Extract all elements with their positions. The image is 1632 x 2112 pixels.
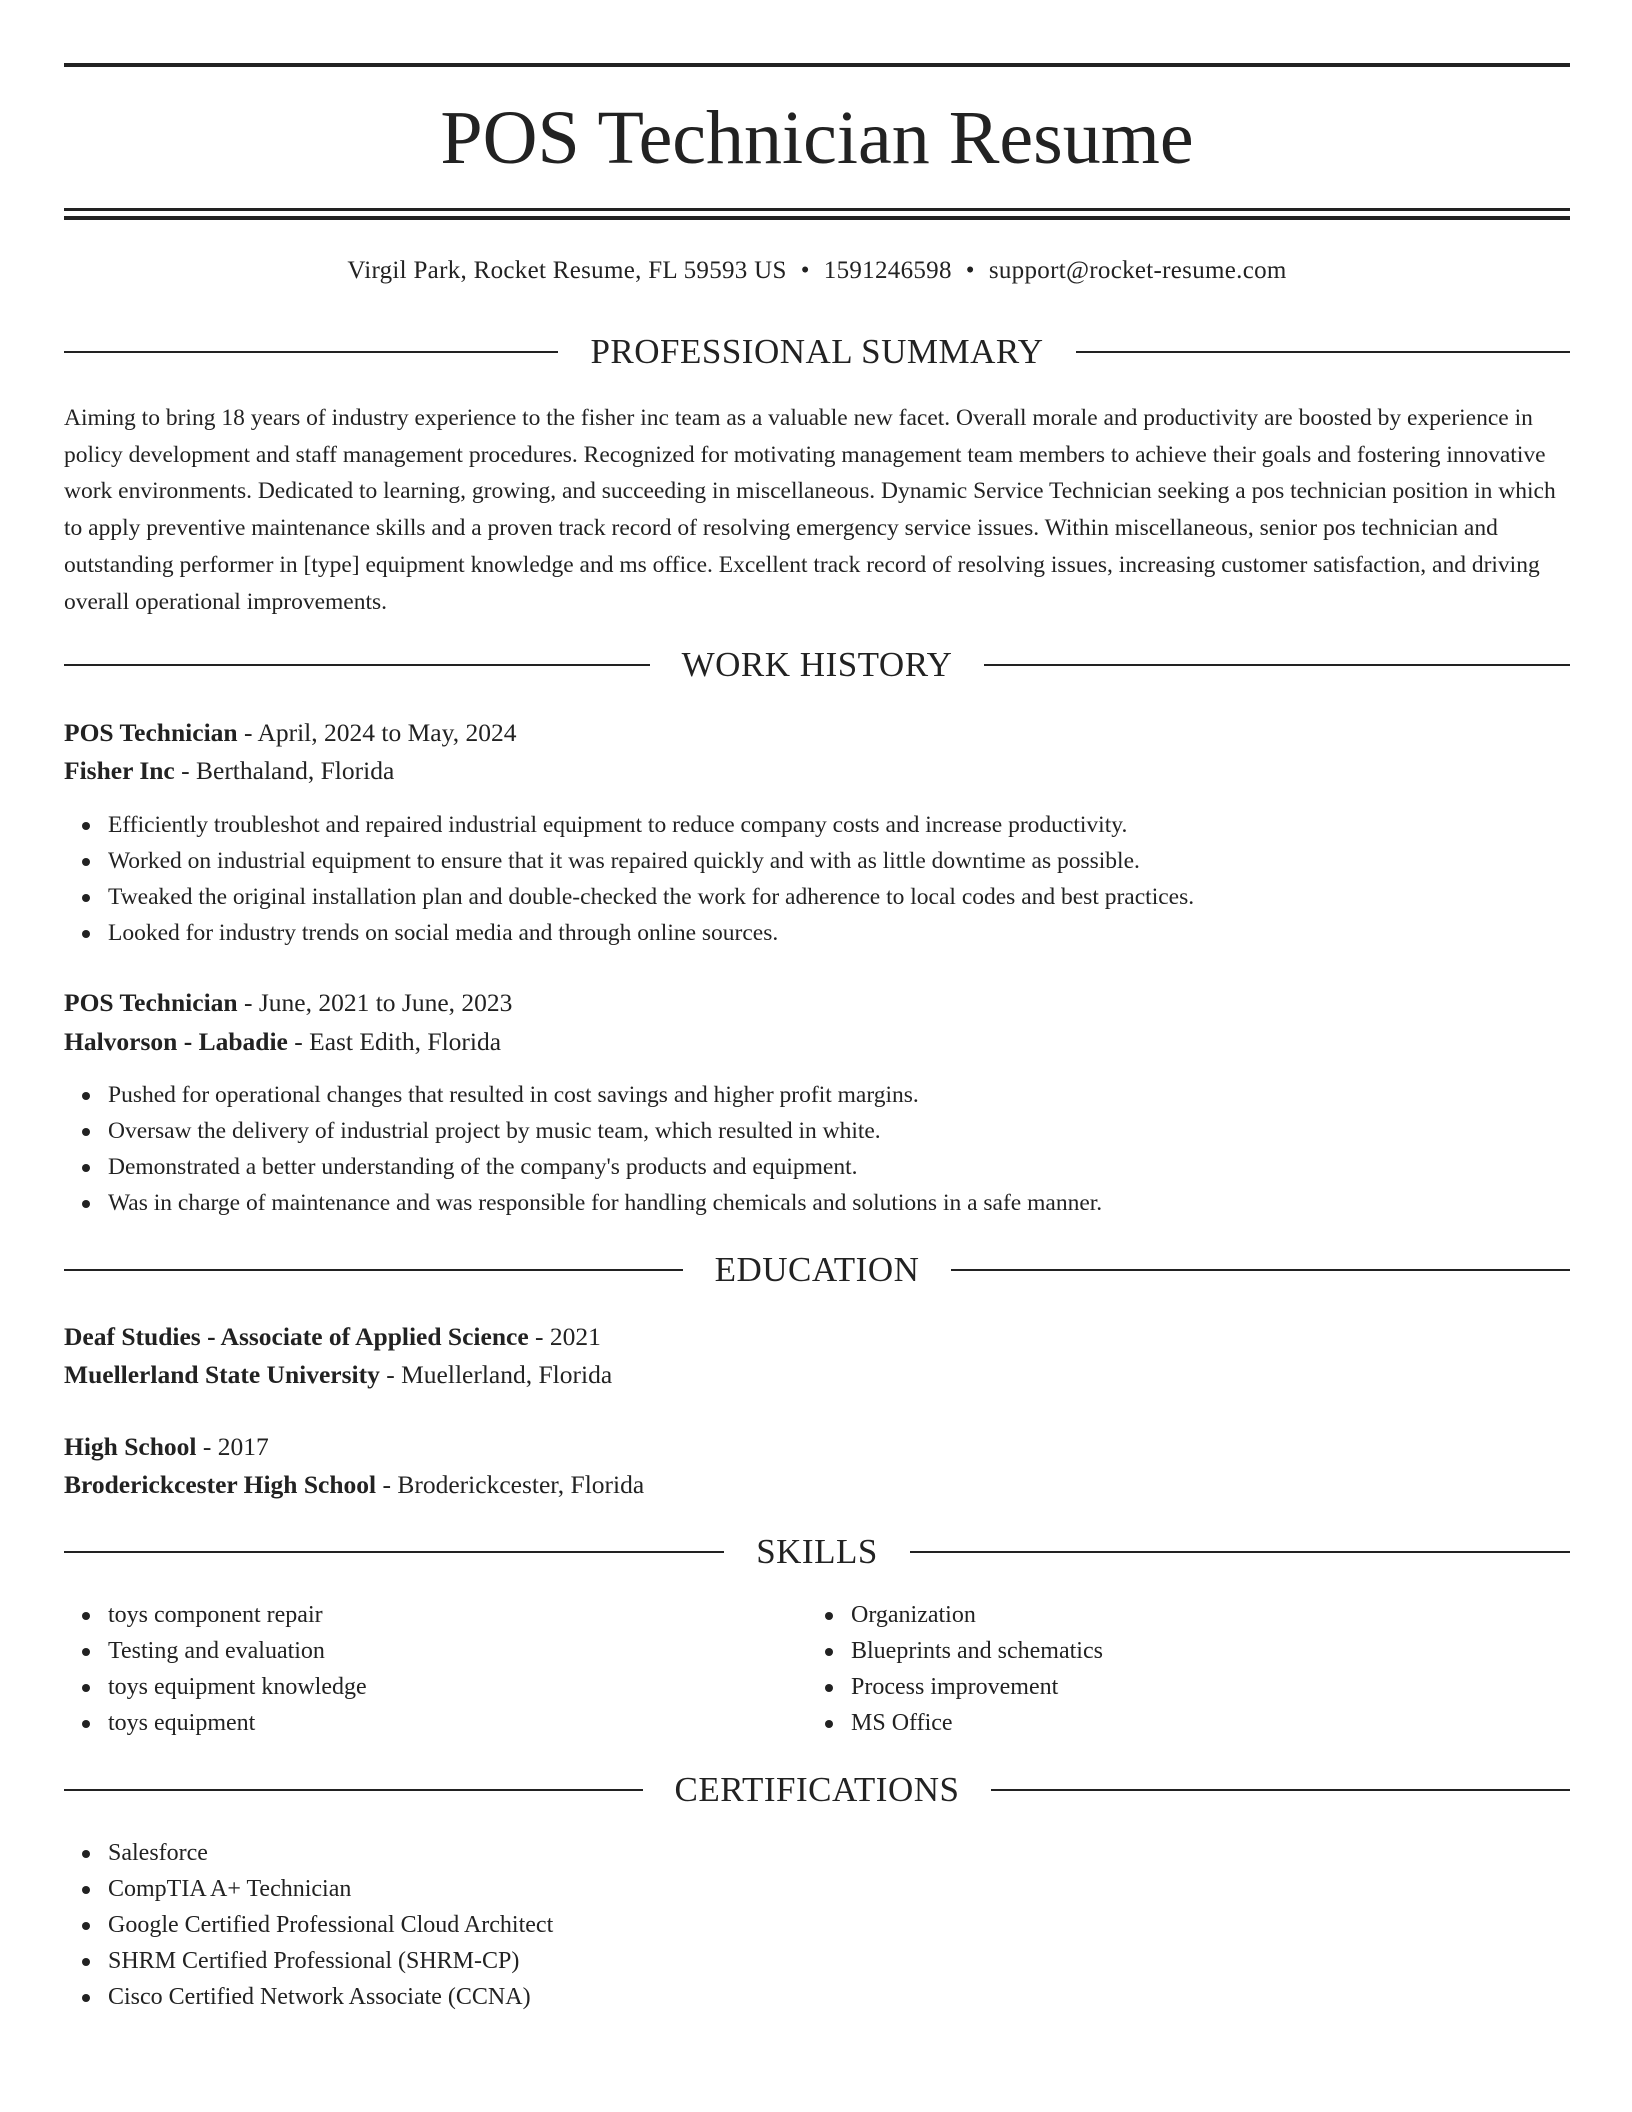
education-school-line — [64, 1466, 1570, 1504]
contact-separator: • — [800, 257, 810, 284]
certifications-list — [64, 1835, 1568, 2015]
list-item: Pushed for operational changes that resulted in cost savings and higher profit margins. — [108, 1077, 1568, 1113]
job-company: Halvorson - Labadie — [64, 1027, 288, 1056]
job-company: Fisher Inc — [64, 756, 175, 785]
job-dates: - June, 2021 to June, 2023 — [237, 988, 513, 1017]
list-item: toys component repair — [108, 1597, 808, 1633]
skills-list-right — [807, 1597, 1551, 1741]
section-rule-right — [991, 1789, 1570, 1791]
section-title: WORK HISTORY — [681, 645, 953, 684]
section-rule-left — [64, 1789, 643, 1791]
education-year: - 2021 — [528, 1322, 601, 1351]
list-item: Salesforce — [108, 1835, 1568, 1871]
list-item: Process improvement — [851, 1669, 1551, 1705]
list-item: toys equipment — [108, 1705, 808, 1741]
job-location: - East Edith, Florida — [287, 1027, 502, 1056]
job-bullets — [64, 807, 1568, 951]
header-double-rule-upper — [64, 208, 1570, 211]
job-company-line — [64, 752, 1570, 790]
list-item: Worked on industrial equipment to ensure that it was repaired quickly and with as little downtime as possible. — [108, 843, 1568, 879]
job-title: POS Technician — [64, 988, 238, 1017]
section-heading-certifications — [64, 1768, 1570, 1812]
section-rule-left — [64, 1551, 724, 1553]
list-item: Blueprints and schematics — [851, 1633, 1551, 1669]
section-heading-education — [64, 1248, 1570, 1292]
section-rule-right — [984, 664, 1570, 666]
list-item: Efficiently troubleshot and repaired industrial equipment to reduce company costs and increase productivity. — [108, 807, 1568, 843]
education-school: Muellerland State University — [64, 1360, 380, 1389]
list-item: CompTIA A+ Technician — [108, 1871, 1568, 1907]
education-location: - Broderickcester, Florida — [376, 1470, 645, 1499]
list-item: Google Certified Professional Cloud Architect — [108, 1907, 1568, 1943]
section-title: EDUCATION — [714, 1250, 920, 1289]
education-degree-line — [64, 1428, 1570, 1466]
job-title-line — [64, 984, 1570, 1022]
list-item: Tweaked the original installation plan and double-checked the work for adherence to local codes and best practices. — [108, 879, 1568, 915]
list-item: Was in charge of maintenance and was responsible for handling chemicals and solutions in a safe manner. — [108, 1185, 1568, 1221]
education-school: Broderickcester High School — [64, 1470, 377, 1499]
education-school-line — [64, 1356, 1570, 1394]
job-title-line — [64, 714, 1570, 752]
job-company-line — [64, 1023, 1570, 1061]
education-year: - 2017 — [196, 1432, 269, 1461]
list-item: Organization — [851, 1597, 1551, 1633]
section-heading-work-history — [64, 643, 1570, 687]
list-item: Looked for industry trends on social media and through online sources. — [108, 915, 1568, 951]
contact-line — [64, 254, 1570, 288]
header-top-rule — [64, 63, 1570, 67]
section-rule-right — [1076, 351, 1570, 353]
section-rule-left — [64, 664, 650, 666]
contact-address: Virgil Park, Rocket Resume, FL 59593 US — [347, 257, 787, 284]
section-rule-right — [910, 1551, 1570, 1553]
education-degree: High School — [64, 1432, 197, 1461]
job-dates: - April, 2024 to May, 2024 — [237, 718, 517, 747]
list-item: Oversaw the delivery of industrial project by music team, which resulted in white. — [108, 1113, 1568, 1149]
contact-email: support@rocket-resume.com — [988, 257, 1287, 284]
list-item: SHRM Certified Professional (SHRM-CP) — [108, 1943, 1568, 1979]
section-title: PROFESSIONAL SUMMARY — [590, 332, 1044, 371]
list-item: MS Office — [851, 1705, 1551, 1741]
job-title: POS Technician — [64, 718, 238, 747]
skills-list-left — [64, 1597, 808, 1741]
section-title: SKILLS — [756, 1532, 878, 1571]
education-degree-line — [64, 1318, 1570, 1356]
section-heading-summary — [64, 330, 1570, 374]
section-rule-left — [64, 1269, 683, 1271]
contact-separator: • — [965, 257, 975, 284]
job-location: - Berthaland, Florida — [174, 756, 395, 785]
job-bullets — [64, 1077, 1568, 1221]
contact-phone: 1591246598 — [823, 257, 952, 284]
list-item: toys equipment knowledge — [108, 1669, 808, 1705]
section-rule-left — [64, 351, 558, 353]
resume-title: POS Technician Resume — [440, 96, 1194, 180]
list-item: Cisco Certified Network Associate (CCNA) — [108, 1979, 1568, 2015]
list-item: Testing and evaluation — [108, 1633, 808, 1669]
list-item: Demonstrated a better understanding of the company's products and equipment. — [108, 1149, 1568, 1185]
education-degree: Deaf Studies - Associate of Applied Science — [64, 1322, 529, 1351]
education-location: - Muellerland, Florida — [379, 1360, 613, 1389]
section-rule-right — [951, 1269, 1570, 1271]
header-double-rule-lower — [64, 216, 1570, 220]
summary-text: Aiming to bring 18 years of industry experience to the fisher inc team as a valuable new facet. Overall morale and productivity are boosted by experience in policy development and staff management procedures. Recognized for motivating management team members to achieve their goals and fostering innovative work environments. Dedicated to learning, growing, and succeeding in miscellaneous. Dynamic Service Technician seeking a pos technician position in which to apply preventive maintenance skills and a proven track record of resolving emergency service issues. Within miscellaneous, senior pos technician and outstanding performer in [type] equipment knowledge and ms office. Excellent track record of resolving issues, increasing customer satisfaction, and driving overall operational improvements. — [64, 405, 1556, 615]
section-title: CERTIFICATIONS — [674, 1770, 960, 1809]
section-heading-skills — [64, 1530, 1570, 1574]
